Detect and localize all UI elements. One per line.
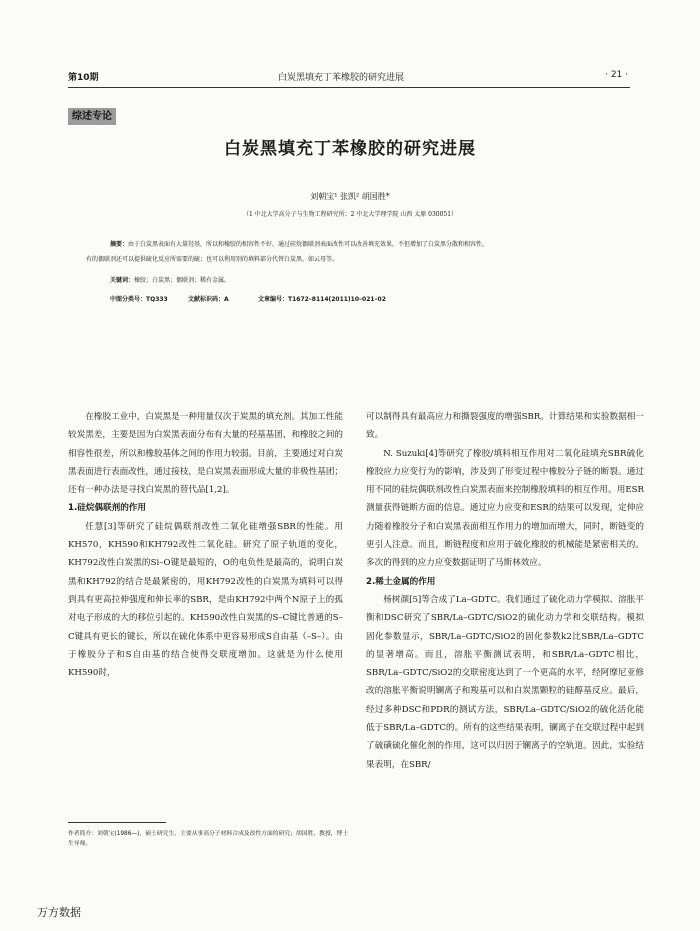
paragraph: 在橡胶工业中，白炭黑是一种用量仅次于炭黑的填充剂。其加工性能较炭黑差，主要是因为白炭黑表面分布有大量的羟基基团，和橡胶之间的相容性很差，所以和橡胶基体之间的作用力较弱。目前，主要通过对白炭黑表面进行表面改性，通过接枝，是白炭黑表面形成大量的非极性基团；还有一种办法是寻找白炭黑的替代品[1,2]。 (68, 412, 344, 496)
page-number: · 21 · (605, 70, 628, 80)
header-rule (68, 87, 630, 88)
clc-number: 中图分类号：TQ333 (110, 296, 168, 303)
affiliation: （1 中北大学高分子与生物工程研究所；2 中北大学理学院 山西 太原 030051） (242, 211, 458, 218)
footnote-rule (68, 822, 166, 823)
abstract (110, 240, 590, 250)
authors: 刘朝宝¹ 张凯² 胡国胜* (310, 192, 390, 201)
abstract-line-1: 由于白炭黑表面有大量羟基，所以和橡胶的相容性不好。通过硅烷偶联剂表面改性可以改善填充效果，不但增加了白炭黑分散和相容性， (128, 241, 489, 248)
document-code: 文献标识码：A (188, 296, 229, 303)
body-column-left (68, 408, 343, 682)
section-heading-2: 2.稀土金属的作用 (366, 576, 436, 587)
keywords-text: 橡胶；白炭黑；偶联剂；稀有金属。 (134, 277, 231, 284)
paragraph: 杨树颜[5]等合成了La–GDTC。我们通过了硫化动力学模拟、溶胀平衡和DSC研究了SBR/La–GDTC/SiO2的硫化动力学和交联结构。模拟固化参数显示，SBR/La–GDTC/SiO2的固化参数k2比SBR/La–GDTC的显著增高。而且，溶胀平衡测试表明，和SBR/La–GDTC相比，SBR/La–GDTC/SiO2的交联密度达到了一个更高的水平，经阿摩尼亚修改的溶胀平衡说明镧离子和羧基可以和白炭黑颗粒的硅醇基反应。最后，经过多种DSC和PDR的测试方法，SBR/La–GDTC/SiO2的硫化活化能低于SBR/La–GDTC的。所有的这些结果表明，镧离子在交联过程中起到了硫磺硫化催化剂的作用，这可以归因于镧离子的空轨道。因此，实验结果表明，在SBR/ (366, 594, 644, 770)
brand-watermark: 万方数据 (37, 906, 81, 919)
paragraph: N. Suzuki[4]等研究了橡胶/填料相互作用对二氧化硅填充SBR硫化橡胶应力应变行为的影响，涉及到了形变过程中橡胶分子链的断裂。通过用不同的硅烷偶联剂改性白炭黑表面来控制橡胶填料的相互作用。用ESR测量获得链断方面的信息。通过应力应变和ESR的结果可以发现，定伸应力随着橡胶分子和白炭黑表面相互作用力的增加而增大，同时，断链变的更引人注意。而且，断链程度和应用于硫化橡胶的机械能是紧密相关的。多次的得到的应力应变数据证明了马斯林效应。 (366, 448, 644, 569)
section-tag: 综述专论 (68, 108, 116, 125)
abstract-label: 摘要： (110, 241, 129, 248)
abstract-continued: 有的偶联剂还可以提供硫化反应所需要的硫；也可以利用别的填料部分代替白炭黑，如云母等。 (86, 256, 339, 263)
author-footnote: 作者简介：刘朝宝(1986—)，硕士研究生，主要从事高分子材料合成及改性方面的研究；胡国胜，教授，博士生导师。 (68, 831, 349, 847)
keywords (110, 276, 590, 286)
keywords-label: 关键词： (110, 277, 135, 284)
paragraph: 可以制得具有最高应力和撕裂强度的增强SBR。计算结果和实验数据相一致。 (366, 412, 644, 441)
body-column-right (366, 408, 644, 774)
paragraph: 任慧[3]等研究了硅烷偶联剂改性二氧化硅增强SBR的性能。用KH570，KH590和KH792改性二氧化硅。研究了原子轨道的变化，KH792改性白炭黑的Si–O键是最短的，O的电负性是最高的，说明白炭黑和KH792的结合是最紧密的，用KH792改性的白炭黑为填料可以得到具有更高拉伸强度和伸长率的SBR，是由KH792中两个N原子上的孤对电子形成的大的移位引起的。KH590改性白炭黑的S–C键比普通的S–C键具有更长的键长，所以在硫化体系中更容易形成S自由基（–S–）。由于橡胶分子和S自由基的结合使得交联度增加。这就是为什么使用KH590时， (68, 521, 343, 679)
running-header (68, 68, 628, 84)
paper-title: 白炭黑填充丁苯橡胶的研究进展 (224, 139, 476, 159)
running-title: 白炭黑填充丁苯橡胶的研究进展 (278, 73, 405, 83)
section-heading-1: 1.硅烷偶联剂的作用 (68, 503, 146, 514)
article-number: 文章编号：T1672–8114(2011)10–021–02 (258, 296, 386, 303)
issue-number: 第10期 (68, 73, 99, 83)
